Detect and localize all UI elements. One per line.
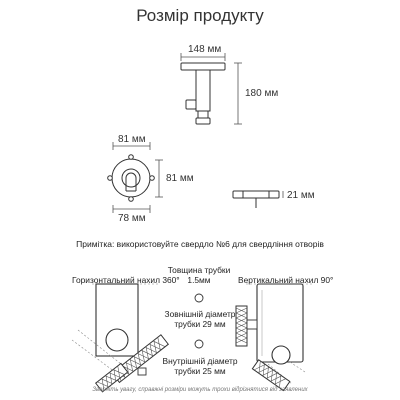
base-plate-top-view [108,155,155,202]
tube-thickness-label: Товщина трубки 1.5мм [167,265,231,285]
page-title: Розмір продукту [136,6,264,25]
horizontal-tilt-illustration [72,284,168,392]
base-height-label: 81 мм [166,173,194,184]
drill-note: Примітка: використовуйте свердло №6 для свердління отворів [76,239,324,249]
base-width-label: 81 мм [118,134,146,145]
vertical-tilt-illustration [236,284,312,391]
side-view-mount [181,63,225,124]
base-bottom-label: 78 мм [118,213,146,224]
top-width-label: 148 мм [188,44,222,55]
height-label: 180 мм [245,88,279,99]
outer-diameter-label: Зовнішній діаметр трубки 29 мм [164,309,236,329]
thickness-label: 21 мм [287,190,315,201]
thin-plate-side-view [233,191,279,208]
horizontal-tilt-label: Горизонтальний нахил 360° [72,275,180,285]
vertical-tilt-label: Вертикальний нахил 90° [238,275,334,285]
footnote: Зверніть увагу, справжні розміри можуть трохи відрізнятися від заявлених [92,387,308,393]
inner-diameter-label: Внутрішній діаметр трубки 25 мм [162,356,238,376]
height-dimension-line [234,63,242,124]
